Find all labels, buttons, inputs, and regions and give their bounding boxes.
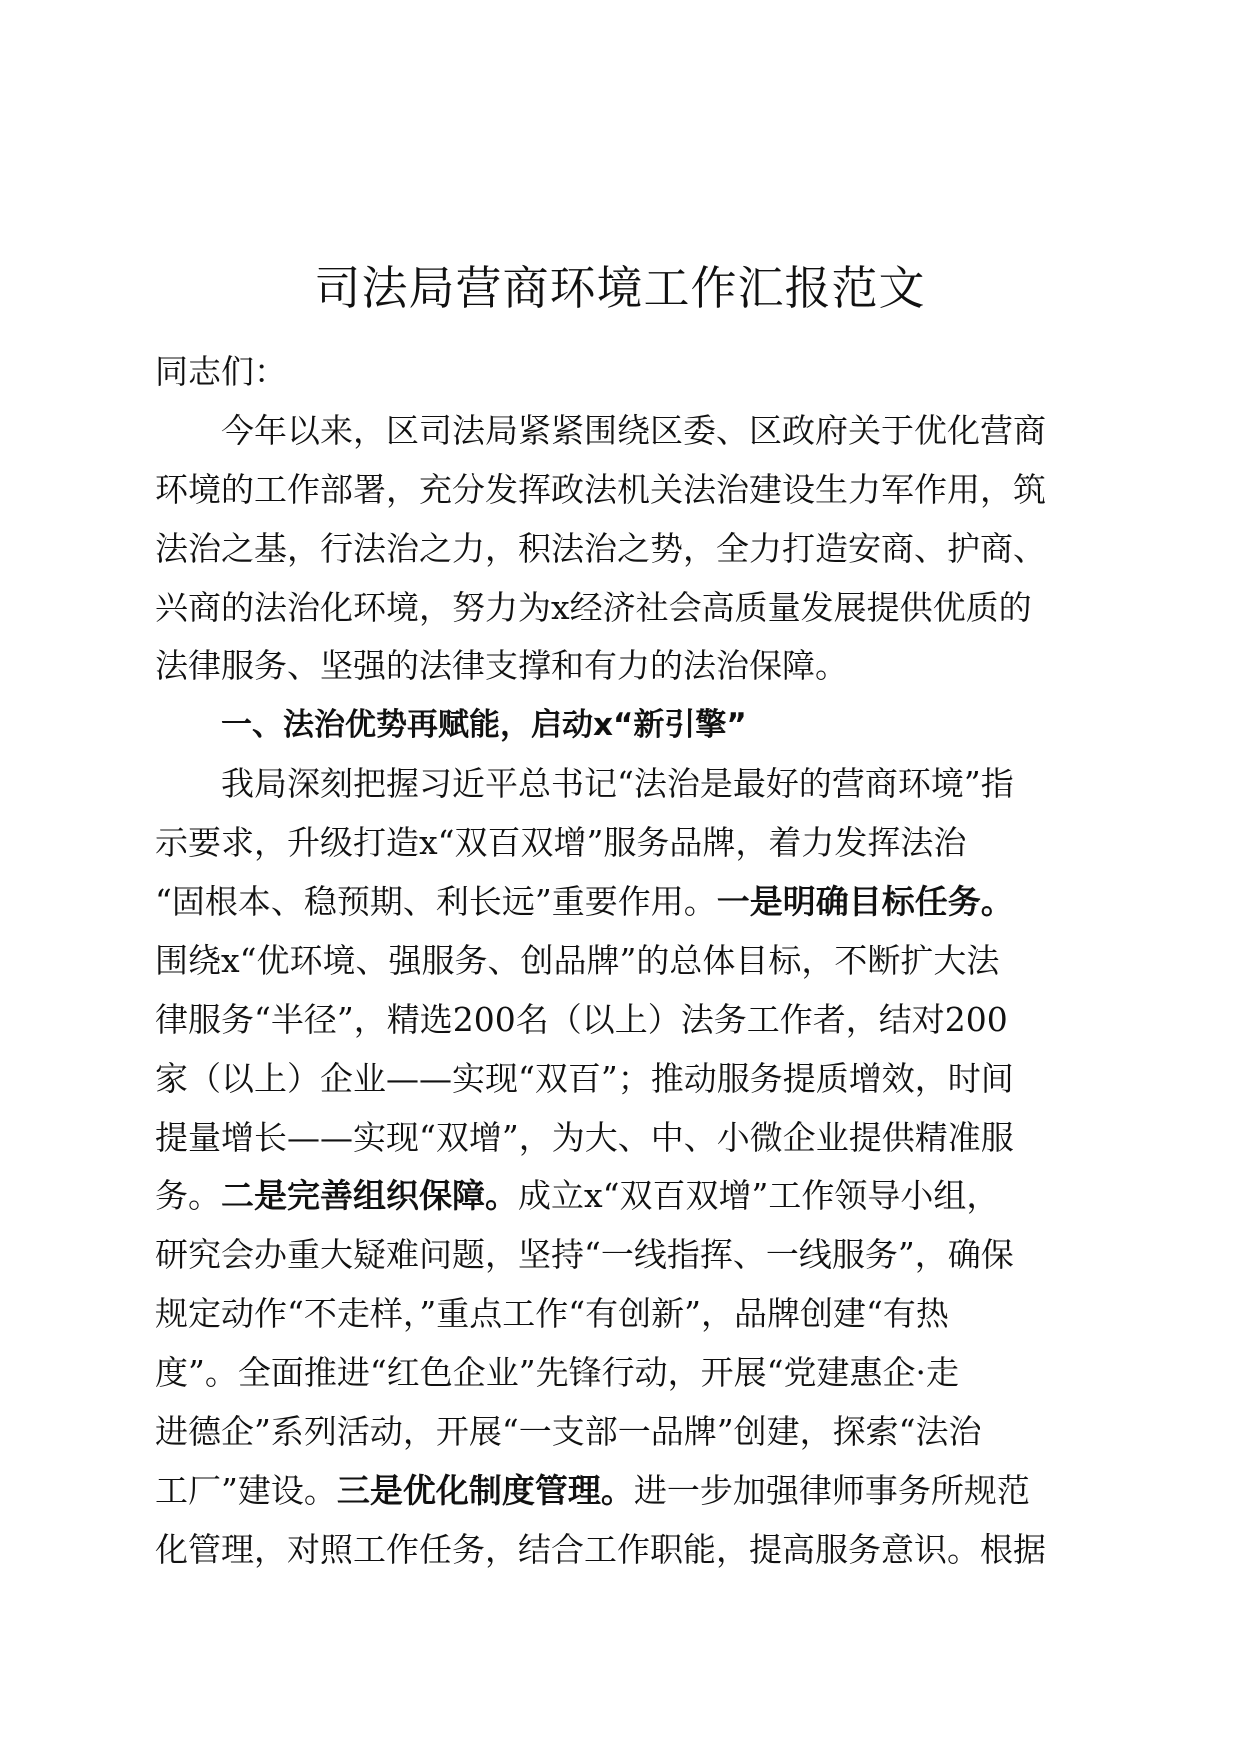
paragraph-line	[155, 1462, 1055, 1521]
document-body	[155, 343, 1055, 1580]
paragraph-line: 研究会办重大疑难问题，坚持“一线指挥、一线服务”，确保	[155, 1235, 1014, 1275]
bold-key-point: 三是优化制度管理。	[336, 1470, 634, 1510]
paragraph-line: 规定动作“不走样，”重点工作“有创新”，品牌创建“有热	[155, 1294, 949, 1334]
paragraph-line: 律服务“半径”，精选200名（以上）法务工作者，结对200	[155, 999, 1008, 1039]
paragraph-line: 兴商的法治化环境，努力为x经济社会高质量发展提供优质的	[155, 587, 1032, 627]
paragraph-line: 提量增长——实现“双增”，为大、中、小微企业提供精准服	[155, 1117, 1014, 1157]
text-run: 工厂”建设。	[155, 1470, 337, 1510]
text-run: 成立x“双百双增”工作领导小组，	[518, 1176, 1000, 1216]
document-title: 司法局营商环境工作汇报范文	[314, 261, 926, 315]
bold-key-point: 一是明确目标任务。	[716, 882, 1014, 922]
paragraph-line: 化管理，对照工作任务，结合工作职能，提高服务意识。根据	[155, 1529, 1046, 1569]
paragraph-line: 家（以上）企业——实现“双百”；推动服务提质增效，时间	[155, 1058, 1014, 1098]
paragraph-line	[155, 1167, 1055, 1226]
text-run: “固根本、稳预期、利长远”重要作用。	[155, 882, 717, 922]
paragraph-line: 我局深刻把握习近平总书记“法治是最好的营商环境”指	[221, 764, 1014, 804]
paragraph-line	[155, 873, 1055, 932]
paragraph-line: 围绕x“优环境、强服务、创品牌”的总体目标，不断扩大法	[155, 940, 1000, 980]
paragraph-line: 法治之基，行法治之力，积法治之势，全力打造安商、护商、	[155, 528, 1046, 568]
text-run: 务。	[155, 1176, 221, 1216]
paragraph-line: 进德企”系列活动，开展“一支部一品牌”创建，探索“法治	[155, 1412, 982, 1452]
paragraph-line: 法律服务、坚强的法律支撑和有力的法治保障。	[155, 646, 848, 686]
salutation: 同志们：	[155, 352, 287, 391]
paragraph-line: 环境的工作部署，充分发挥政法机关法治建设生力军作用，筑	[155, 469, 1046, 509]
bold-key-point: 二是完善组织保障。	[221, 1176, 518, 1216]
paragraph-line: 示要求，升级打造x“双百双增”服务品牌，着力发挥法治	[155, 823, 967, 863]
paragraph-line: 今年以来，区司法局紧紧围绕区委、区政府关于优化营商	[221, 410, 1046, 450]
text-run: 进一步加强律师事务所规范	[633, 1470, 1030, 1510]
paragraph-line: 度”。全面推进“红色企业”先锋行动，开展“党建惠企·走	[155, 1353, 959, 1393]
section-heading: 一、法治优势再赋能，启动x“新引擎”	[221, 707, 747, 744]
